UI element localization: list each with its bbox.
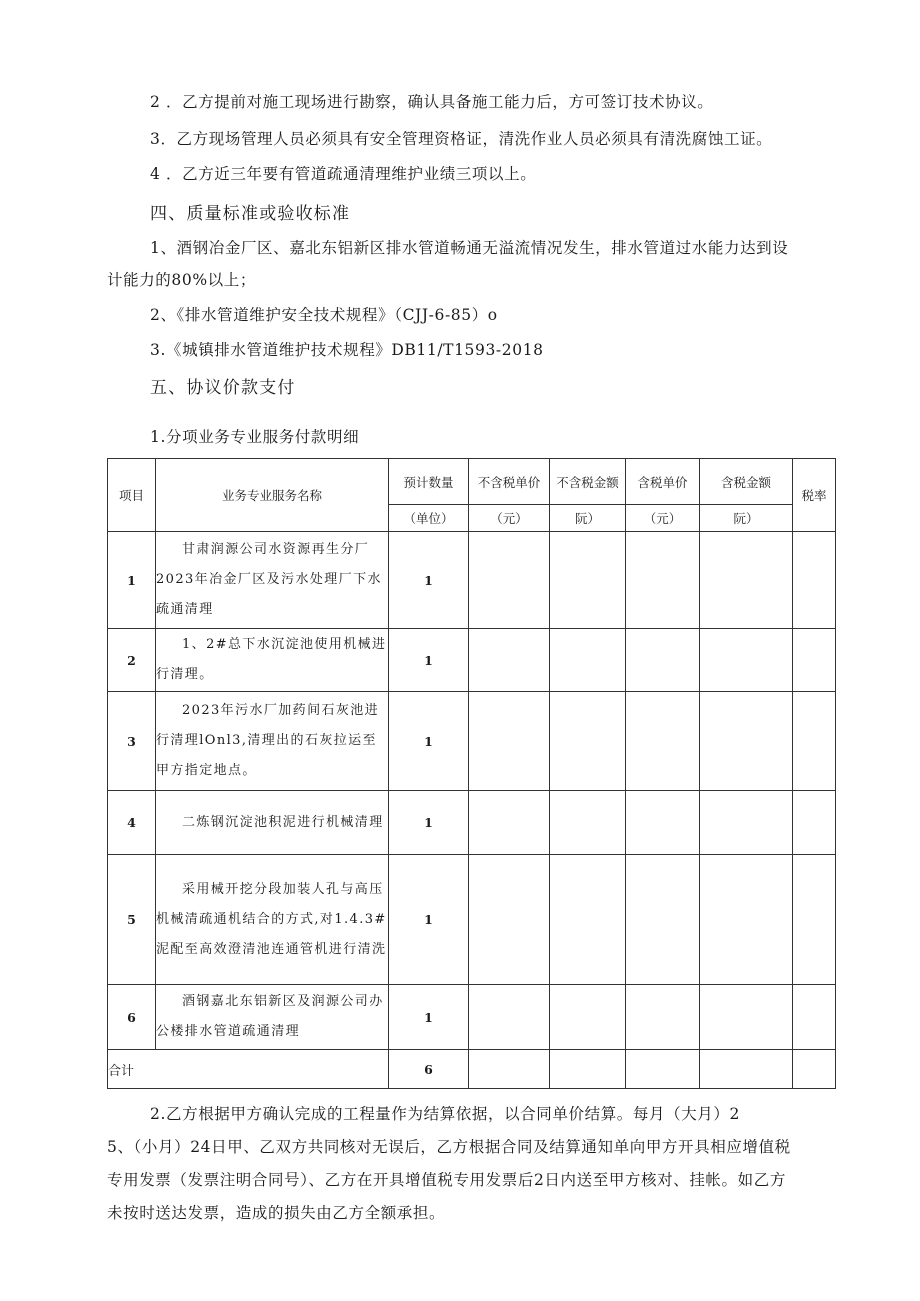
row-unit-price-ex-tax	[469, 855, 550, 985]
header-amount-ex-tax: 不含税金额	[550, 459, 626, 505]
row-unit-price-in-tax	[626, 692, 700, 791]
row-unit-price-ex-tax	[469, 791, 550, 855]
table-header-row	[108, 459, 836, 505]
settlement-paragraph-line-4: 未按时送达发票，造成的损失由乙方全额承担。	[107, 1204, 446, 1222]
total-label: 合计	[108, 1050, 389, 1089]
row-number: 5	[108, 855, 156, 985]
row-service-name: 二炼钢沉淀池积泥进行机械清理	[156, 791, 389, 855]
row-quantity: 1	[389, 692, 469, 791]
total-tax-rate	[793, 1050, 836, 1089]
header-unit-price-in-tax-unit: （元）	[626, 505, 700, 532]
table-row	[108, 532, 836, 629]
row-amount-ex-tax	[550, 532, 626, 629]
header-quantity: 预计数量	[389, 459, 469, 505]
row-tax-rate	[793, 855, 836, 985]
header-quantity-unit: （单位）	[389, 505, 469, 532]
row-quantity: 1	[389, 855, 469, 985]
total-amount-ex-tax	[550, 1050, 626, 1089]
row-unit-price-ex-tax	[469, 532, 550, 629]
quality-item-1-cont: 计能力的80%以上；	[107, 271, 256, 289]
row-unit-price-in-tax	[626, 791, 700, 855]
paragraph-item-4: 4 ．乙方近三年要有管道疏通清理维护业绩三项以上。	[150, 165, 537, 183]
row-service-name: 酒钢嘉北东铝新区及润源公司办公楼排水管道疏通清理	[156, 985, 389, 1050]
row-amount-ex-tax	[550, 629, 626, 692]
header-service-name: 业务专业服务名称	[156, 459, 389, 532]
header-amount-ex-tax-unit: 阮）	[550, 505, 626, 532]
paragraph-item-2: 2 ．乙方提前对施工现场进行勘察，确认具备施工能力后，方可签订技术协议。	[150, 93, 714, 111]
row-unit-price-in-tax	[626, 629, 700, 692]
row-tax-rate	[793, 532, 836, 629]
row-amount-in-tax	[700, 985, 793, 1050]
row-amount-in-tax	[700, 692, 793, 791]
row-amount-ex-tax	[550, 985, 626, 1050]
row-quantity: 1	[389, 985, 469, 1050]
section-5-heading: 五、协议价款支付	[150, 378, 296, 398]
table-row	[108, 855, 836, 985]
row-number: 2	[108, 629, 156, 692]
header-tax-rate: 税率	[793, 459, 836, 532]
row-service-name: 采用械开挖分段加装人孔与高压机械清疏通机结合的方式,对1.4.3#泥配至高效澄清池连通管机进行清洗	[156, 855, 389, 985]
row-number: 3	[108, 692, 156, 791]
row-tax-rate	[793, 629, 836, 692]
section-4-heading: 四、质量标准或验收标准	[150, 204, 351, 224]
total-unit-price-ex-tax	[469, 1050, 550, 1089]
row-amount-ex-tax	[550, 791, 626, 855]
row-unit-price-in-tax	[626, 855, 700, 985]
row-unit-price-ex-tax	[469, 985, 550, 1050]
total-amount-in-tax	[700, 1050, 793, 1089]
row-amount-in-tax	[700, 791, 793, 855]
header-amount-in-tax-unit: 阮）	[700, 505, 793, 532]
header-unit-price-in-tax: 含税单价	[626, 459, 700, 505]
table-row	[108, 791, 836, 855]
settlement-paragraph-line-3: 专用发票（发票注明合同号）、乙方在开具增值税专用发票后2日内送至甲方核对、挂帐。如乙方	[107, 1171, 786, 1189]
row-amount-ex-tax	[550, 855, 626, 985]
row-amount-in-tax	[700, 855, 793, 985]
header-amount-in-tax: 含税金额	[700, 459, 793, 505]
row-service-name: 甘肃润源公司水资源再生分厂2023年冶金厂区及污水处理厂下水疏通清理	[156, 532, 389, 629]
table-caption: 1.分项业务专业服务付款明细	[150, 428, 360, 446]
row-service-name: 1、2#总下水沉淀池使用机械进行清理。	[156, 629, 389, 692]
quality-item-2: 2、《排水管道维护安全技术规程》（CJJ-6-85）o	[150, 306, 498, 324]
row-number: 6	[108, 985, 156, 1050]
row-amount-in-tax	[700, 532, 793, 629]
total-unit-price-in-tax	[626, 1050, 700, 1089]
row-number: 1	[108, 532, 156, 629]
table-row	[108, 985, 836, 1050]
row-amount-in-tax	[700, 629, 793, 692]
table-row	[108, 692, 836, 791]
row-unit-price-in-tax	[626, 985, 700, 1050]
paragraph-item-3: 3．乙方现场管理人员必须具有安全管理资格证，清洗作业人员必须具有清洗腐蚀工证。	[150, 130, 773, 148]
quality-item-1: 1、酒钢冶金厂区、嘉北东铝新区排水管道畅通无溢流情况发生，排水管道过水能力达到设	[150, 239, 789, 257]
settlement-paragraph-line-1: 2.乙方根据甲方确认完成的工程量作为结算依据，以合同单价结算。每月（大月）2	[150, 1105, 740, 1123]
payment-table	[107, 458, 836, 1089]
total-quantity: 6	[389, 1050, 469, 1089]
header-unit-price-ex-tax: 不含税单价	[469, 459, 550, 505]
row-amount-ex-tax	[550, 692, 626, 791]
table-row	[108, 629, 836, 692]
header-unit-price-ex-tax-unit: （元）	[469, 505, 550, 532]
table-total-row	[108, 1050, 836, 1089]
row-unit-price-ex-tax	[469, 692, 550, 791]
row-tax-rate	[793, 692, 836, 791]
row-quantity: 1	[389, 532, 469, 629]
row-service-name: 2023年污水厂加药间石灰池进行清理lOnl3,清理出的石灰拉运至甲方指定地点。	[156, 692, 389, 791]
row-tax-rate	[793, 985, 836, 1050]
row-quantity: 1	[389, 791, 469, 855]
row-number: 4	[108, 791, 156, 855]
row-unit-price-ex-tax	[469, 629, 550, 692]
row-unit-price-in-tax	[626, 532, 700, 629]
settlement-paragraph-line-2: 5、（小月）24日甲、乙双方共同核对无误后，乙方根据合同及结算通知单向甲方开具相应增值税	[107, 1138, 791, 1156]
row-tax-rate	[793, 791, 836, 855]
row-quantity: 1	[389, 629, 469, 692]
quality-item-3: 3.《城镇排水管道维护技术规程》DB11/T1593-2018	[150, 341, 544, 359]
header-item: 项目	[108, 459, 156, 532]
